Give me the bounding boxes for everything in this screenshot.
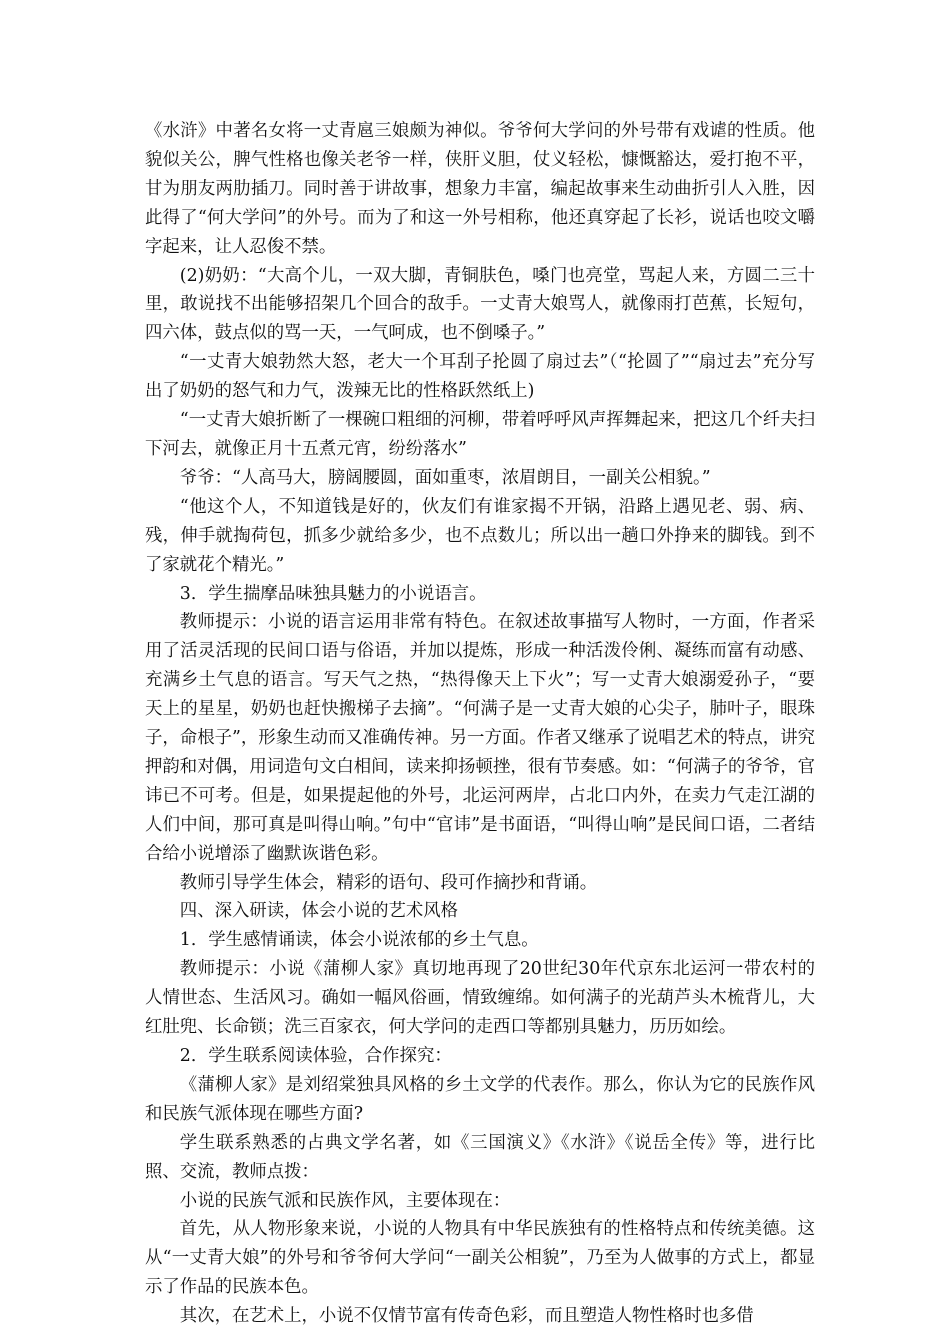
paragraph: 《水浒》中著名女将一丈青扈三娘颇为神似。爷爷何大学问的外号带有戏谑的性质。他貌似关公，脾气性格也像关老爷一样，侠肝义胆，仗义轻松，慷慨豁达，爱打抱不平，甘为朋友两肋插刀。同时善于讲故事，想象力丰富，编起故事来生动曲折引人入胜，因此得了“何大学问”的外号。而为了和这一外号相称，他还真穿起了长衫，说话也咬文嚼字起来，让人忍俊不禁。 [145,121,815,257]
paragraph: “一丈青大娘勃然大怒，老大一个耳刮子抡圆了扇过去”（“抡圆了”“扇过去”充分写出了奶奶的怒气和力气，泼辣无比的性格跃然纸上) [145,352,815,402]
section-item: 1．学生感情诵读，体会小说浓郁的乡土气息。 [179,930,539,951]
section-item: 2．学生联系阅读体验，合作探究： [179,1046,452,1066]
paragraph: 小说的民族气派和民族作风，主要体现在： [179,1190,511,1211]
paragraph: (2)奶奶：“大高个儿，一双大脚，青铜肤色，嗓门也亮堂，骂起人来，方圆二三十里，敢说找不出能够招架几个回合的敌手。一丈青大娘骂人，就像雨打芭蕉，长短句，四六体，鼓点似的骂一天，一气呵成，也不倒嗓子。” [145,265,815,344]
paragraph: 爷爷：“人高马大，膀阔腰圆，面如重枣，浓眉朗目，一副关公相貌。” [179,467,711,488]
paragraph: 学生联系熟悉的占典文学名著，如《三国演义》《水浒》《说岳全传》等，进行比照、交流，教师点拨： [145,1132,815,1182]
paragraph: “一丈青大娘折断了一棵碗口粗细的河柳，带着呼呼风声挥舞起来，把这几个纤夫扫下河去，就像正月十五煮元宵，纷纷落水” [145,410,815,459]
paragraph: 其次，在艺术上，小说不仅情节富有传奇色彩，而且塑造人物性格时也多借 [179,1306,754,1327]
section-item: 3．学生揣摩品味独具魅力的小说语言。 [179,583,487,604]
paragraph: 教师提示：小说《蒲柳人家》真切地再现了20世纪30年代京东北运河一带农村的人情世态、生活风习。确如一幅风俗画，情致缠绵。如何满子的光葫芦头木梳背儿，大红肚兜、长命锁；洗三百家衣，何大学问的走西口等都别具魅力，历历如绘。 [145,959,815,1038]
paragraph: “他这个人，不知道钱是好的，伙友们有谁家揭不开锅，沿路上遇见老、弱、病、残，伸手就掏荷包，抓多少就给多少，也不点数儿；所以出一趟口外挣来的脚钱。到不了家就花个精光。” [145,496,815,575]
section-heading: 四、深入研读，体会小说的艺术风格 [179,901,459,922]
paragraph: 首先，从人物形象来说，小说的人物具有中华民族独有的性格特点和传统美德。这从“一丈青大娘”的外号和爷爷何大学问“一副关公相貌”，乃至为人做事的方式上，都显示了作品的民族本色。 [145,1219,815,1298]
paragraph: 教师引导学生体会，精彩的语句、段可作摘抄和背诵。 [179,872,598,893]
document-body [145,117,815,1331]
paragraph: 教师提示：小说的语言运用非常有特色。在叙述故事描写人物时，一方面，作者采用了活灵活现的民间口语与俗语，并加以提炼，形成一种活泼伶俐、凝练而富有动感、充满乡土气息的语言。写天气之热，“热得像天上下火”；写一丈青大娘溺爱孙子，“要天上的星星，奶奶也赶快搬梯子去摘”。“何满子是一丈青大娘的心尖子，肺叶子，眼珠子，命根子”，形象生动而又准确传神。另一方面。作者又继承了说唱艺术的特点，讲究押韵和对偶，用词造句文白相间，读来抑扬顿挫，很有节奏感。如：“何满子的爷爷，官讳已不可考。但是，如果提起他的外号，北运河两岸，占北口内外，在卖力气走江湖的人们中间，那可真是叫得山响。”句中“官讳”是书面语，“叫得山响”是民间口语，二者结合给小说增添了幽默诙谐色彩。 [145,612,815,864]
paragraph: 《蒲柳人家》是刘绍棠独具风格的乡土文学的代表作。那么，你认为它的民族作风和民族气派体现在哪些方面? [145,1074,815,1124]
